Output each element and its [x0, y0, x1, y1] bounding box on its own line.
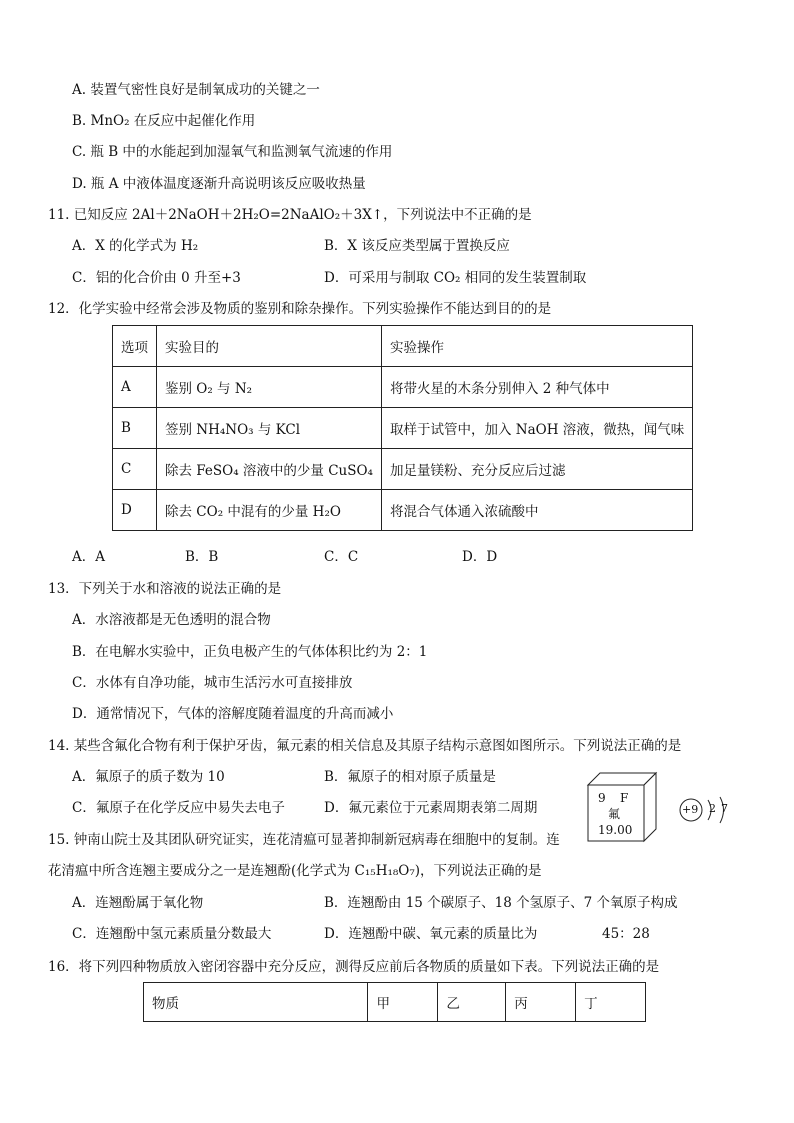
table-header-cell: 选项	[113, 326, 157, 367]
q13-stem: 13．下列关于水和溶液的说法正确的是	[48, 581, 282, 597]
q10-option-b: B. MnO₂ 在反应中起催化作用	[72, 113, 256, 129]
table-header-cell: 甲	[368, 983, 438, 1022]
q13-option-c: C．水体有自净功能，城市生活污水可直接排放	[72, 675, 353, 691]
table-row	[113, 490, 693, 531]
element-number: 9	[598, 791, 606, 805]
element-symbol: F	[620, 791, 629, 805]
q15-option-d-ratio: 45：28	[602, 926, 650, 942]
table-header-row	[144, 983, 646, 1022]
atom-shell2-count: 7	[721, 802, 728, 815]
q16-table	[143, 982, 646, 1022]
q11-option-c: C．铝的化合价由 0 升至+3	[72, 270, 241, 286]
atom-structure-diagram	[678, 792, 738, 828]
table-header-cell: 乙	[438, 983, 506, 1022]
q13-option-d: D．通常情况下，气体的溶解度随着温度的升高而减小	[72, 706, 394, 722]
q14-option-b: B．氟原子的相对原子质量是	[324, 769, 496, 785]
table-cell: C	[113, 449, 157, 490]
table-header-cell: 丙	[506, 983, 576, 1022]
atom-nucleus-label: +9	[682, 803, 699, 816]
table-row	[113, 408, 693, 449]
table-cell: 加足量镁粉、充分反应后过滤	[381, 449, 692, 490]
table-cell: 除去 CO₂ 中混有的少量 H₂O	[157, 490, 382, 531]
q13-option-a: A．水溶液都是无色透明的混合物	[72, 612, 271, 628]
q14-option-a: A．氟原子的质子数为 10	[72, 769, 225, 785]
q10-option-d: D. 瓶 A 中液体温度逐渐升高说明该反应吸收热量	[72, 176, 366, 192]
q14-stem: 14. 某些含氟化合物有利于保护牙齿，氟元素的相关信息及其原子结构示意图如图所示。下列说法正确的是	[48, 738, 682, 754]
table-row	[113, 367, 693, 408]
element-mass: 19.00	[598, 823, 633, 837]
q11-stem: 11. 已知反应 2Al＋2NaOH＋2H₂O=2NaAlO₂＋3X↑，下列说法中不正确的是	[48, 207, 532, 223]
table-cell: 将带火星的木条分别伸入 2 种气体中	[381, 367, 692, 408]
q10-option-c: C. 瓶 B 中的水能起到加湿氧气和监测氧气流速的作用	[72, 144, 393, 160]
q12-choice-c: C．C	[324, 549, 359, 565]
q12-stem: 12．化学实验中经常会涉及物质的鉴别和除杂操作。下列实验操作不能达到目的的是	[48, 301, 552, 317]
q10-option-a: A. 装置气密性良好是制氧成功的关键之一	[72, 82, 320, 98]
q14-option-d: D．氟元素位于元素周期表第二周期	[324, 800, 538, 816]
element-name: 氟	[608, 807, 621, 821]
q15-stem-line1: 15. 钟南山院士及其团队研究证实，连花清瘟可显著抑制新冠病毒在细胞中的复制。连	[48, 832, 560, 848]
q15-option-b: B．连翘酚由 15 个碳原子、18 个氢原子、7 个氧原子构成	[324, 895, 678, 911]
q15-option-c: C．连翘酚中氢元素质量分数最大	[72, 926, 272, 942]
q11-option-a: A．X 的化学式为 H₂	[72, 238, 199, 254]
atom-shell1-count: 2	[709, 802, 716, 815]
q12-choice-d: D．D	[462, 549, 498, 565]
q15-stem-line2: 花清瘟中所含连翘主要成分之一是连翘酚(化学式为 C₁₅H₁₈O₇)，下列说法正确的是	[48, 863, 542, 879]
q15-option-a: A．连翘酚属于氧化物	[72, 895, 204, 911]
table-row	[113, 449, 693, 490]
table-cell: 鉴别 O₂ 与 N₂	[157, 367, 382, 408]
q11-option-d: D．可采用与制取 CO₂ 相同的发生装置制取	[324, 270, 587, 286]
q12-table	[112, 325, 693, 531]
table-cell: A	[113, 367, 157, 408]
table-cell: 签别 NH₄NO₃ 与 KCl	[157, 408, 382, 449]
table-header-cell: 实验操作	[381, 326, 692, 367]
q14-option-c: C．氟原子在化学反应中易失去电子	[72, 800, 285, 816]
q11-option-b: B．X 该反应类型属于置换反应	[324, 238, 510, 254]
table-cell: 除去 FeSO₄ 溶液中的少量 CuSO₄	[157, 449, 382, 490]
table-cell: 取样于试管中，加入 NaOH 溶液，微热，闻气味	[381, 408, 692, 449]
q16-stem: 16．将下列四种物质放入密闭容器中充分反应，测得反应前后各物质的质量如下表。下列说法正确的是	[48, 959, 660, 975]
q15-option-d: D．连翘酚中碳、氧元素的质量比为	[324, 926, 538, 942]
q12-choice-a: A．A	[72, 549, 105, 565]
table-cell: D	[113, 490, 157, 531]
q13-option-b: B．在电解水实验中，正负电极产生的气体体积比约为 2：1	[72, 644, 428, 660]
q12-choice-b: B．B	[185, 549, 219, 565]
element-card	[586, 771, 656, 841]
table-cell: B	[113, 408, 157, 449]
table-header-row	[113, 326, 693, 367]
table-header-cell: 物质	[144, 983, 368, 1022]
table-header-cell: 实验目的	[157, 326, 382, 367]
table-cell: 将混合气体通入浓硫酸中	[381, 490, 692, 531]
table-header-cell: 丁	[576, 983, 646, 1022]
